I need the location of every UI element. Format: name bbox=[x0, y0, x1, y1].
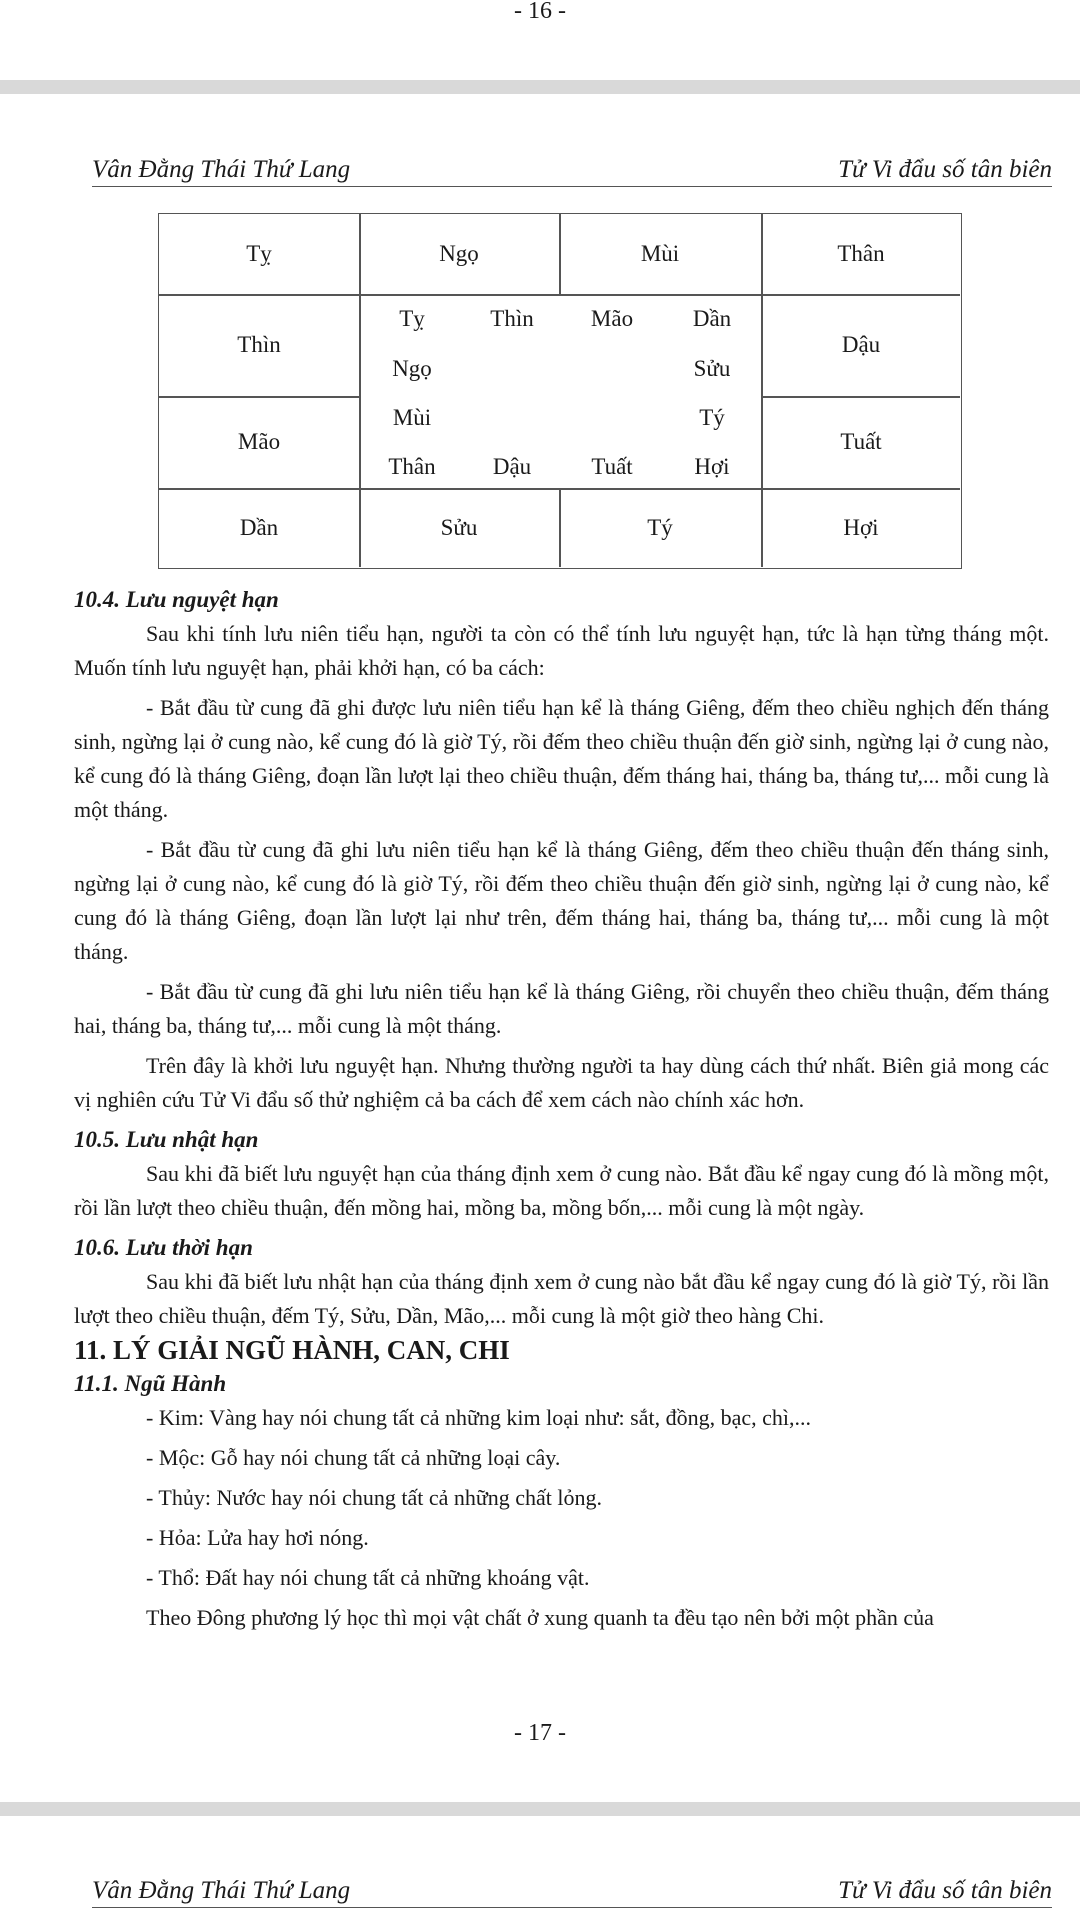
list-item: - Kim: Vàng hay nói chung tất cả những kim loại như: sắt, đồng, bạc, chì,... bbox=[146, 1405, 811, 1430]
page-gap bbox=[0, 80, 1080, 94]
list-item: - Mộc: Gỗ hay nói chung tất cả những loại cây. bbox=[146, 1445, 561, 1470]
cell-top-4: Thân bbox=[837, 241, 885, 266]
page-number-top: - 16 - bbox=[514, 0, 566, 24]
list-item: - Thủy: Nước hay nói chung tất cả những chất lỏng. bbox=[146, 1485, 603, 1510]
header-book-title: Tử Vi đẩu số tân biên bbox=[838, 156, 1052, 183]
cell-top-2: Ngọ bbox=[439, 241, 479, 266]
paragraph: Trên đây là khởi lưu nguyệt hạn. Nhưng thường người ta hay dùng cách thứ nhất. Biên giả mong các vị nghiên cứu Tử Vi đẩu số thử nghiệm cả ba cách để xem cách nào chính xác hơn. bbox=[74, 1053, 1049, 1112]
cell-bottom-3: Tý bbox=[647, 515, 673, 540]
paragraph: - Bắt đầu từ cung đã ghi được lưu niên tiểu hạn kể là tháng Giêng, đếm theo chiều nghịch đến tháng sinh, ngừng lại ở cung nào, kể cung đó là giờ Tý, rồi đếm theo chiều thuận đến giờ sinh, ngừng lại ở cung nào, kể cung đó là tháng Giêng, đoạn lần lượt lại theo chiều thuận, đếm tháng hai, tháng ba, tháng tư,... mỗi cung là một tháng. bbox=[74, 695, 1049, 822]
cell-bottom-1: Dần bbox=[239, 515, 279, 540]
page-header bbox=[92, 1877, 1052, 1908]
inner-top-4: Dần bbox=[692, 306, 732, 331]
section-title-11-1: 11.1. Ngũ Hành bbox=[74, 1371, 227, 1396]
inner-left-2: Mùi bbox=[392, 405, 432, 430]
page-header bbox=[92, 156, 1052, 187]
palace-grid bbox=[158, 213, 962, 569]
paragraph: - Bắt đầu từ cung đã ghi lưu niên tiểu hạn kể là tháng Giêng, đếm theo chiều thuận đến tháng sinh, ngừng lại ở cung nào, kể cung đó là giờ Tý, rồi đếm theo chiều thuận đến giờ sinh, ngừng lại ở cung nào, kể cung đó là tháng Giêng, đoạn lần lượt lại như trên, đếm tháng hai, tháng ba, tháng tư,... mỗi cung là một tháng. bbox=[74, 837, 1049, 964]
section-title-10-6: 10.6. Lưu thời hạn bbox=[74, 1235, 253, 1260]
cell-bottom-2: Sửu bbox=[440, 515, 478, 540]
inner-left-1: Ngọ bbox=[392, 356, 432, 381]
paragraph: Sau khi tính lưu niên tiểu hạn, người ta còn có thể tính lưu nguyệt hạn, tức là hạn từng tháng một. Muốn tính lưu nguyệt hạn, phải khởi hạn, có ba cách: bbox=[74, 621, 1049, 680]
paragraph: Theo Đông phương lý học thì mọi vật chất ở xung quanh ta đều tạo nên bởi một phần của bbox=[146, 1605, 934, 1630]
paragraph: Sau khi đã biết lưu nguyệt hạn của tháng định xem ở cung nào. Bắt đầu kể ngay cung đó là mồng một, rồi lần lượt theo chiều thuận, đến mồng hai, mồng ba, mồng bốn,... mỗi cung là một ngày. bbox=[74, 1161, 1049, 1220]
inner-bottom-1: Thân bbox=[388, 454, 436, 479]
page-gap bbox=[0, 1802, 1080, 1816]
list-item: - Thổ: Đất hay nói chung tất cả những khoáng vật. bbox=[146, 1565, 590, 1590]
cell-right-1: Dậu bbox=[841, 332, 881, 357]
inner-right-2: Tý bbox=[699, 405, 725, 430]
cell-left-1: Thìn bbox=[237, 332, 281, 357]
paragraph: - Bắt đầu từ cung đã ghi lưu niên tiểu hạn kể là tháng Giêng, rồi chuyển theo chiều thuận, đếm tháng hai, tháng ba, tháng tư,... mỗi cung là một tháng. bbox=[74, 979, 1049, 1038]
paragraph: Sau khi đã biết lưu nhật hạn của tháng định xem ở cung nào bắt đầu kể ngay cung đó là giờ Tý, rồi lần lượt theo chiều thuận, đếm Tý, Sửu, Dần, Mão,... mỗi cung là một giờ theo hàng Chi. bbox=[74, 1269, 1049, 1328]
inner-top-3: Mão bbox=[590, 306, 634, 331]
inner-right-1: Sửu bbox=[693, 356, 731, 381]
inner-bottom-4: Hợi bbox=[694, 454, 730, 479]
cell-top-1: Tỵ bbox=[246, 241, 272, 266]
document-body bbox=[74, 583, 1049, 1635]
section-title-10-5: 10.5. Lưu nhật hạn bbox=[74, 1127, 259, 1152]
inner-top-2: Thìn bbox=[490, 306, 534, 331]
cell-left-2: Mão bbox=[237, 429, 281, 454]
cell-right-2: Tuất bbox=[840, 429, 882, 454]
list-item: - Hỏa: Lửa hay hơi nóng. bbox=[146, 1525, 369, 1550]
header-author: Vân Đằng Thái Thứ Lang bbox=[92, 156, 351, 183]
inner-bottom-2: Dậu bbox=[492, 454, 532, 479]
inner-bottom-3: Tuất bbox=[591, 454, 633, 479]
section-title-11: 11. LÝ GIẢI NGŨ HÀNH, CAN, CHI bbox=[74, 1335, 510, 1365]
header-book-title: Tử Vi đẩu số tân biên bbox=[838, 1877, 1052, 1904]
inner-top-1: Tỵ bbox=[399, 306, 425, 331]
page-number-bottom: - 17 - bbox=[514, 1720, 566, 1746]
header-author: Vân Đằng Thái Thứ Lang bbox=[92, 1877, 351, 1904]
cell-bottom-4: Hợi bbox=[843, 515, 879, 540]
cell-top-3: Mùi bbox=[640, 241, 680, 266]
section-title-10-4: 10.4. Lưu nguyệt hạn bbox=[74, 587, 279, 612]
